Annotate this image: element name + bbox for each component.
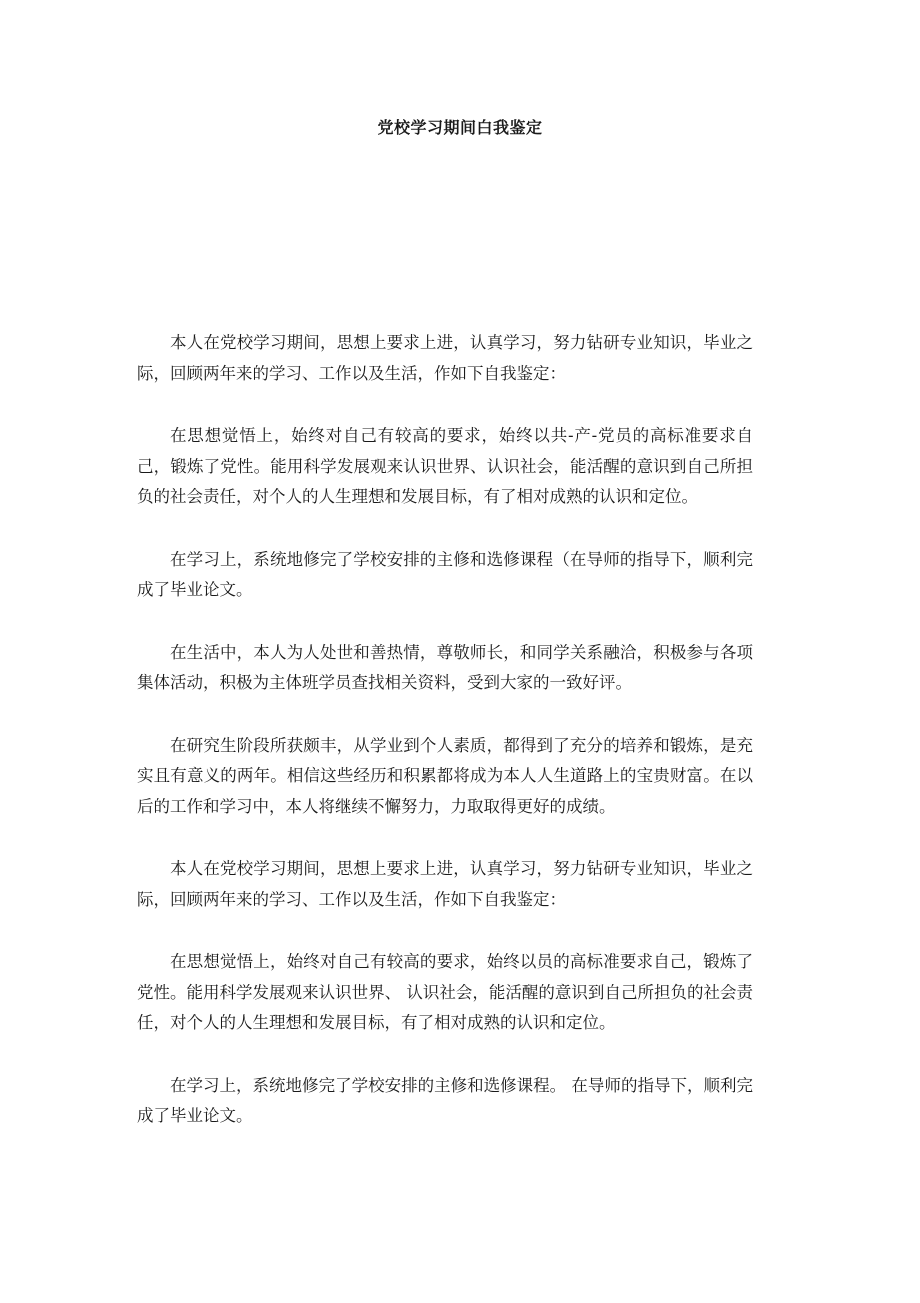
paragraph-1: 本人在党校学习期间，思想上要求上进，认真学习，努力钻研专业知识，毕业之际，回顾两年来的学习、工作以及生活，作如下自我鉴定：: [137, 333, 753, 383]
paragraph-4: 在生活中，本人为人处世和善热情，尊敬师长，和同学关系融洽，积极参与各项集体活动，积极为主体班学员查找相关资料，受到大家的一致好评。: [137, 642, 753, 692]
paragraph-5: 在研究生阶段所获颇丰，从学业到个人素质，都得到了充分的培养和锻炼，是充实且有意义的两年。相信这些经历和积累都将成为本人人生道路上的宝贵财富。在以后的工作和学习中，本人将继续不懈努力，力取取得更好的成绩。: [137, 735, 753, 816]
paragraph-8: 在学习上，系统地修完了学校安排的主修和选修课程。 在导师的指导下，顺利完成了毕业论文。: [137, 1075, 753, 1125]
paragraph-2: 在思想觉悟上，始终对自己有较高的要求，始终以共-产-党员的高标准要求自己，锻炼了党性。能用科学发展观来认识世界、认识社会，能活醒的意识到自己所担负的社会责任，对个人的人生理想和发展目标，有了相对成熟的认识和定位。: [137, 426, 753, 506]
document-title: 党校学习期间白我鉴定: [377, 118, 543, 137]
document-body: [137, 328, 753, 1164]
paragraph-6: 本人在党校学习期间，思想上要求上进，认真学习，努力钻研专业知识，毕业之际，回顾两年来的学习、工作以及生活，作如下自我鉴定：: [137, 859, 753, 909]
paragraph-7: 在思想觉悟上，始终对自己有较高的要求，始终以员的高标准要求自己，锻炼了党性。能用科学发展观来认识世界、 认识社会，能活醒的意识到自己所担负的社会责任，对个人的人生理想和发展目标，有了相对成熟的认识和定位。: [137, 952, 753, 1032]
paragraph-3: 在学习上，系统地修完了学校安排的主修和选修课程（在导师的指导下，顺利完成了毕业论文。: [137, 549, 753, 599]
